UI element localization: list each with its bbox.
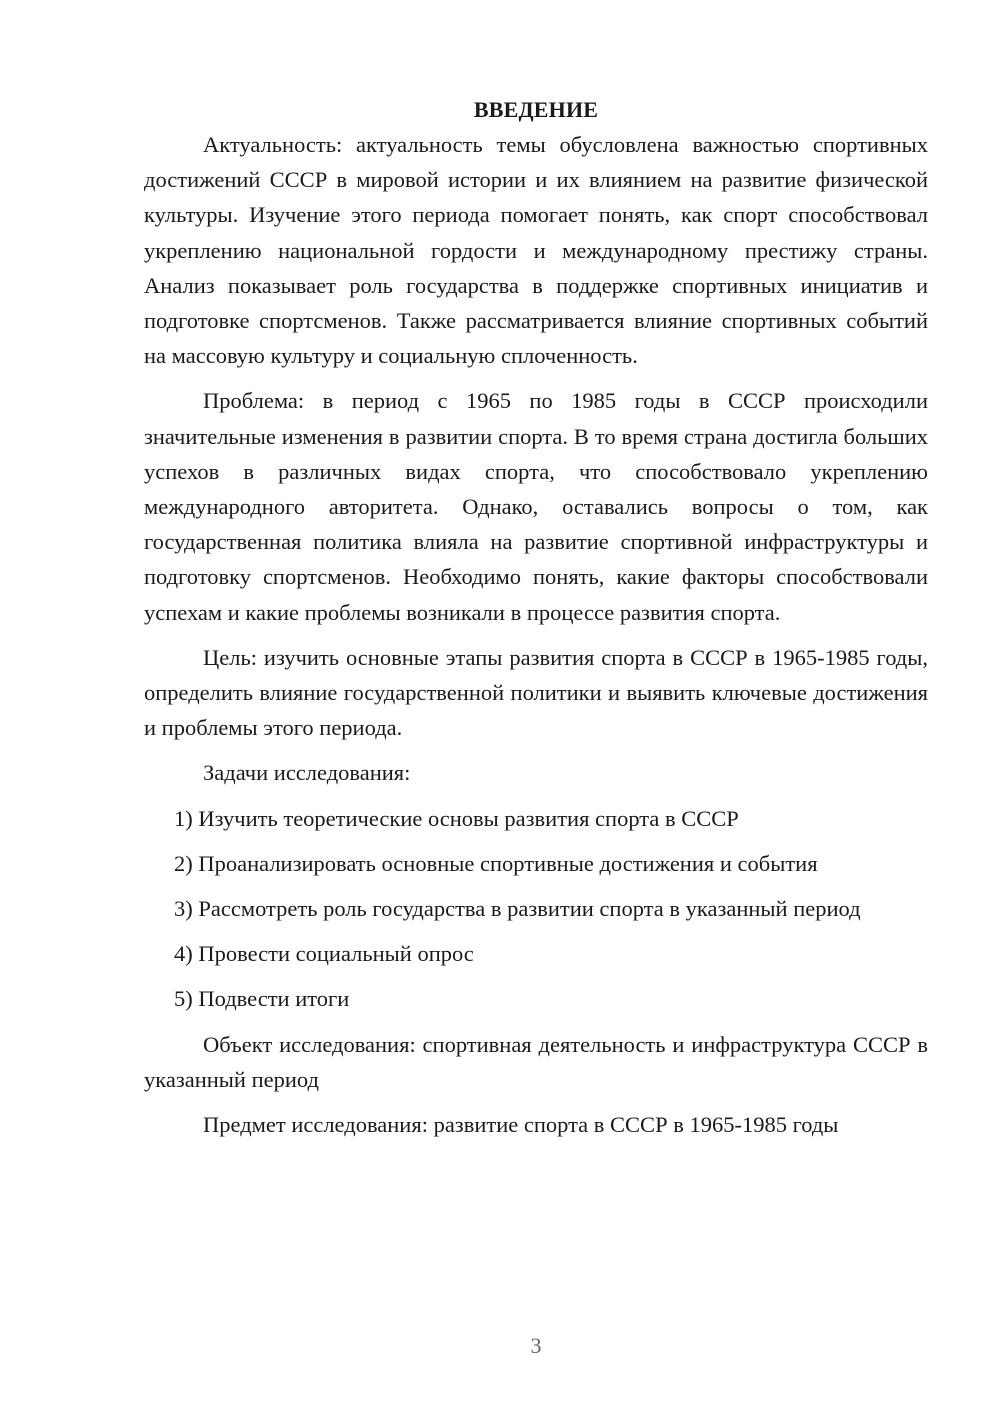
section-title: ВВЕДЕНИЕ [473,97,599,122]
page-number: 3 [530,1333,542,1358]
task-item-4: 4) Провести социальный опрос [174,941,474,967]
task-item-1: 1) Изучить теоретические основы развития спорта в СССР [174,805,739,831]
paragraph-problem: Проблема: в период с 1965 по 1985 годы в СССР происходили значительные изменения в развитии спорта. В то время страна достигла больших успехов в различных видах спорта, что способствовало укреплению международного авторитета. Однако, оставались вопросы о том, как государственная политика влияла на развитие спортивной инфраструктуры и подготовку спортсменов. Необходимо понять, какие факторы способствовали успехам и какие проблемы возникали в процессе развития спорта. [144,388,928,625]
document-page [144,92,928,1152]
paragraph-subject: Предмет исследования: развитие спорта в СССР в 1965-1985 годы [203,1112,839,1138]
paragraph-tasks-heading: Задачи исследования: [203,760,411,786]
paragraph-object: Объект исследования: спортивная деятельность и инфраструктура СССР в указанный период [144,1031,928,1092]
paragraph-goal: Цель: изучить основные этапы развития спорта в СССР в 1965-1985 годы, определить влияние государственной политики и выявить ключевые достижения и проблемы этого периода. [144,644,928,741]
paragraph-relevance: Актуальность: актуальность темы обусловлена важностью спортивных достижений СССР в мировой истории и их влиянием на развитие физической культуры. Изучение этого периода помогает понять, как спорт способствовал укреплению национальной гордости и международному престижу страны. Анализ показывает роль государства в поддержке спортивных инициатив и подготовке спортсменов. Также рассматривается влияние спортивных событий на массовую культуру и социальную сплоченность. [144,132,928,369]
task-item-5: 5) Подвести итоги [174,986,350,1012]
task-item-2: 2) Проанализировать основные спортивные достижения и события [174,850,818,876]
task-item-3: 3) Рассмотреть роль государства в развитии спорта в указанный период [174,896,861,922]
